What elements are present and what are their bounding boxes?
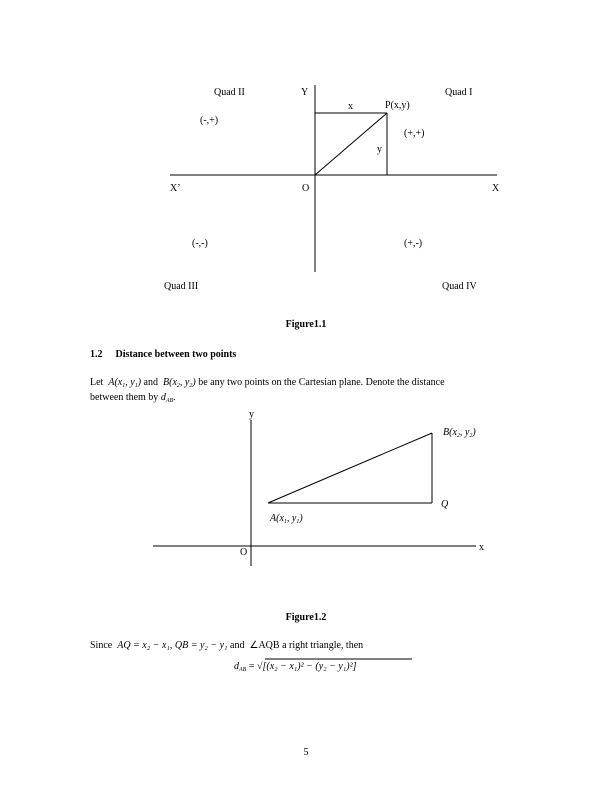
section-heading xyxy=(90,350,236,360)
paragraph-2: Since AQ = x₂ − x₁, QB = y₂ − y₁ and ∠AQB a right triangle, then xyxy=(90,640,364,651)
x-neg-label: X’ xyxy=(170,183,181,194)
point-b-label: $B(x_2$, $y_2$) xyxy=(443,427,476,439)
text: be any two points on the Cartesian plane. Denote the distance xyxy=(198,377,445,388)
x-segment-label: x xyxy=(348,101,353,112)
quad-4-label: Quad IV xyxy=(442,281,477,292)
figure-1-2-caption: Figure1.2 xyxy=(285,612,327,623)
origin-label: O xyxy=(302,183,310,194)
point-p-label: P(x,y) xyxy=(385,100,410,111)
hypotenuse-AB xyxy=(268,433,432,503)
distance-symbol: $d_{AB}$ xyxy=(160,392,174,404)
formula-lhs: d xyxy=(234,661,239,672)
formula-lhs-sub: AB xyxy=(239,667,247,673)
sign-quad-3: (-,-) xyxy=(192,238,208,249)
quad-2-label: Quad II xyxy=(214,87,245,98)
distance-formula xyxy=(234,662,357,673)
text: Since xyxy=(90,640,113,651)
quad-1-label: Quad I xyxy=(445,87,473,98)
text: ∠AQB a right triangle, then xyxy=(249,640,364,651)
text: Let xyxy=(90,377,104,388)
page-number: 5 xyxy=(303,747,309,758)
sign-quad-1: (+,+) xyxy=(404,128,425,139)
fig2-origin-label: O xyxy=(240,547,248,558)
paragraph-1-line-2: between them by $d_{AB}$. xyxy=(90,392,176,404)
equals-sign: = xyxy=(248,661,255,672)
formula-radicand: [(x₂ − x₁)² − (y₂ − y₁)²] xyxy=(262,661,357,672)
sqrt-icon: √ xyxy=(256,661,263,672)
aq-equation: AQ = x₂ − x₁ xyxy=(117,640,170,651)
point-a-label: $A(x_1$, $y_1$) xyxy=(270,513,303,525)
fig2-x-label: x xyxy=(479,542,484,553)
point-b-math: $B(x_2$, $y_2$) xyxy=(162,377,196,389)
text: and xyxy=(230,640,245,651)
figure-1-1-caption: Figure1.1 xyxy=(285,319,327,330)
point-q-label: Q xyxy=(441,499,449,510)
qb-equation: QB = y₂ − y₁ xyxy=(174,640,228,651)
x-pos-label: X xyxy=(492,183,500,194)
sign-quad-4: (+,-) xyxy=(404,238,423,249)
y-axis-label: Y xyxy=(301,87,309,98)
text: between them by xyxy=(90,392,159,403)
y-segment-label: y xyxy=(377,144,382,155)
quad-3-label: Quad III xyxy=(164,281,199,292)
section-number: 1.2 xyxy=(90,349,103,360)
point-a-math: $A(x_1$, $y_1$) xyxy=(108,377,142,389)
fig2-y-label: y xyxy=(249,409,254,420)
section-title: Distance between two points xyxy=(115,349,237,360)
sign-quad-2: (-,+) xyxy=(200,115,219,126)
text: and xyxy=(143,377,158,388)
paragraph-1-line-1 xyxy=(90,378,445,389)
